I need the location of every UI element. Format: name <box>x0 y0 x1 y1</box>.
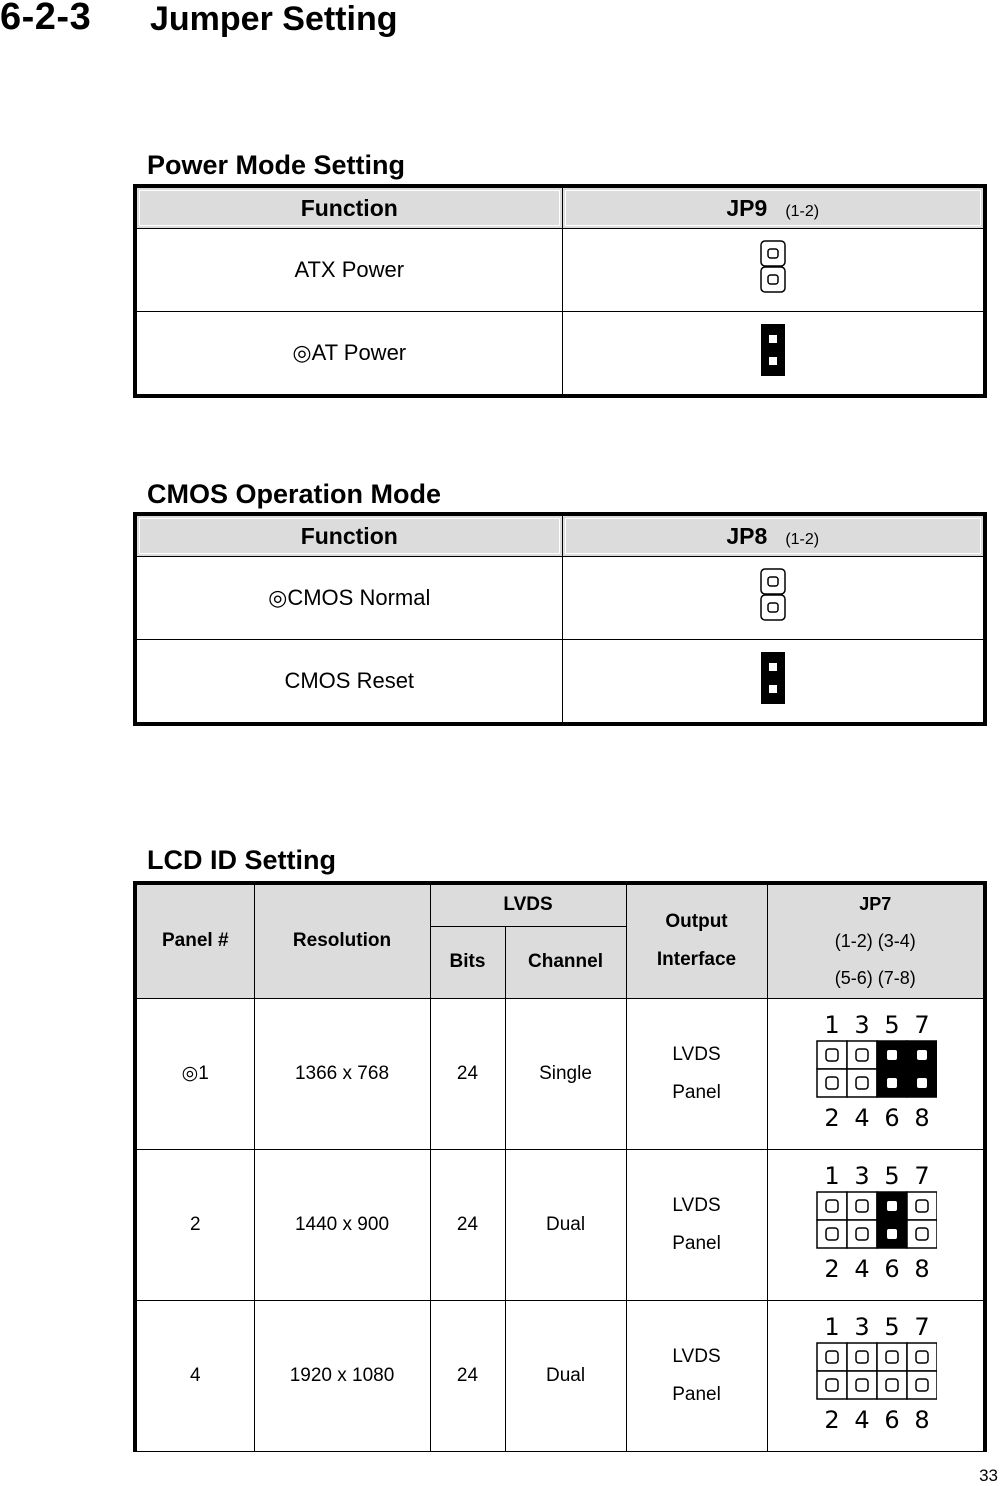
jumper-pin <box>768 275 778 284</box>
function-label: ATX Power <box>135 229 562 312</box>
pin-number-label: 2 <box>824 1254 840 1282</box>
jumper-pin <box>826 1351 838 1363</box>
jumper-name: JP8 <box>726 522 768 549</box>
jumper-diagram <box>767 1300 985 1451</box>
jumper-pin <box>887 1201 897 1211</box>
function-header: Function <box>135 186 562 229</box>
pin-number-label: 1 <box>824 1312 840 1341</box>
function-label: ◎CMOS Normal <box>135 557 562 640</box>
jumper-pin <box>887 1078 897 1088</box>
jumper-pin <box>768 603 778 612</box>
output-cell: LVDS Panel <box>626 998 767 1149</box>
jumper-cap <box>761 324 785 376</box>
bits-header: Bits <box>430 926 505 998</box>
pin-number-label: 5 <box>884 1161 900 1190</box>
table-row <box>135 1300 985 1451</box>
pin-number-label: 3 <box>854 1312 870 1341</box>
pin-number-label: 5 <box>884 1010 900 1039</box>
resolution-cell: 1366 x 768 <box>254 998 430 1149</box>
jumper-pin <box>916 1351 928 1363</box>
output-interface-header: Output Interface <box>626 883 767 998</box>
jumper-pin <box>826 1228 838 1240</box>
pin-number-label: 7 <box>914 1312 930 1341</box>
section-number: 6-2-3 <box>0 0 92 38</box>
jumper-pin <box>856 1077 868 1089</box>
jumper-2pin-icon <box>759 239 787 301</box>
pin-number-label: 3 <box>854 1010 870 1039</box>
jumper-pin <box>856 1049 868 1061</box>
pin-number-label: 6 <box>884 1405 900 1433</box>
table-row <box>135 557 985 640</box>
bits-cell: 24 <box>430 1149 505 1300</box>
jumper-2pin-icon <box>759 567 787 629</box>
jumper-pin <box>826 1077 838 1089</box>
pin-number-label: 4 <box>854 1103 870 1131</box>
jumper-pins: (1-2) <box>785 202 820 220</box>
cmos-mode-table <box>133 512 987 726</box>
jumper-pin <box>917 1050 927 1060</box>
jumper-header <box>562 186 985 229</box>
channel-header: Channel <box>505 926 626 998</box>
channel-cell: Dual <box>505 1300 626 1451</box>
resolution-cell: 1440 x 900 <box>254 1149 430 1300</box>
jumper-cap <box>761 652 785 704</box>
jumper-diagram <box>767 998 985 1149</box>
jumper-diagram <box>562 312 985 397</box>
pin-number-label: 1 <box>824 1161 840 1190</box>
function-label: ◎AT Power <box>135 312 562 397</box>
jumper-pin <box>886 1351 898 1363</box>
jumper-diagram <box>562 229 985 312</box>
table-header-row <box>135 514 985 557</box>
jumper-2pin-icon <box>759 322 787 384</box>
jumper-pin <box>887 1229 897 1239</box>
jumper-header <box>562 514 985 557</box>
pin-number-label: 8 <box>914 1254 930 1282</box>
pin-number-label: 2 <box>824 1405 840 1433</box>
jumper-pin <box>917 1078 927 1088</box>
jumper-pins: (1-2) <box>785 530 820 548</box>
power-mode-table <box>133 184 987 398</box>
cmos-mode-title: CMOS Operation Mode <box>147 479 442 509</box>
power-mode-title: Power Mode Setting <box>147 150 406 180</box>
pin-number-label: 4 <box>854 1405 870 1433</box>
jumper-diagram <box>767 1149 985 1300</box>
jumper-pin <box>769 335 777 343</box>
jumper-name: JP9 <box>726 194 768 221</box>
jumper-diagram <box>562 640 985 725</box>
jumper-diagram <box>562 557 985 640</box>
pin-number-label: 3 <box>854 1161 870 1190</box>
pin-number-label: 5 <box>884 1312 900 1341</box>
channel-cell: Dual <box>505 1149 626 1300</box>
bits-cell: 24 <box>430 1300 505 1451</box>
table-row <box>135 229 985 312</box>
pin-number-label: 7 <box>914 1010 930 1039</box>
panel-cell: ◎1 <box>135 998 254 1149</box>
jumper-pin <box>826 1379 838 1391</box>
table-row <box>135 998 985 1149</box>
pin-number-label: 7 <box>914 1161 930 1190</box>
jumper-pin <box>886 1379 898 1391</box>
jumper-8pin-icon <box>813 1313 937 1433</box>
jumper-pin <box>916 1379 928 1391</box>
jumper-pin <box>856 1351 868 1363</box>
jumper-2pin-icon <box>759 650 787 712</box>
jumper-pin <box>826 1049 838 1061</box>
pin-number-label: 8 <box>914 1405 930 1433</box>
table-row <box>135 1149 985 1300</box>
pin-number-label: 2 <box>824 1103 840 1131</box>
jumper-pin <box>826 1200 838 1212</box>
jp7-header: JP7 (1-2) (3-4) (5-6) (7-8) <box>767 883 985 998</box>
jumper-8pin-icon <box>813 1162 937 1282</box>
jumper-8pin-icon <box>813 1011 937 1131</box>
panel-header: Panel # <box>135 883 254 998</box>
function-header: Function <box>135 514 562 557</box>
page-number: 33 <box>979 1466 998 1485</box>
pin-number-label: 6 <box>884 1103 900 1131</box>
jumper-pin <box>916 1200 928 1212</box>
output-cell: LVDS Panel <box>626 1300 767 1451</box>
jumper-pin <box>768 577 778 586</box>
lcd-id-table <box>133 881 987 1452</box>
resolution-header: Resolution <box>254 883 430 998</box>
jumper-pin <box>856 1228 868 1240</box>
jumper-pin <box>856 1200 868 1212</box>
pin-number-label: 8 <box>914 1103 930 1131</box>
lcd-id-title: LCD ID Setting <box>147 845 336 875</box>
panel-cell: 2 <box>135 1149 254 1300</box>
pin-number-label: 6 <box>884 1254 900 1282</box>
table-header-row <box>135 186 985 229</box>
bits-cell: 24 <box>430 998 505 1149</box>
table-row <box>135 640 985 725</box>
function-label: CMOS Reset <box>135 640 562 725</box>
jumper-pin <box>769 357 777 365</box>
jumper-pin <box>769 663 777 671</box>
resolution-cell: 1920 x 1080 <box>254 1300 430 1451</box>
jumper-pin <box>768 249 778 258</box>
channel-cell: Single <box>505 998 626 1149</box>
pin-number-label: 4 <box>854 1254 870 1282</box>
section-title: Jumper Setting <box>150 0 398 38</box>
panel-cell: 4 <box>135 1300 254 1451</box>
table-header-row <box>135 883 985 926</box>
output-cell: LVDS Panel <box>626 1149 767 1300</box>
lvds-header: LVDS <box>430 883 626 926</box>
jumper-pin <box>916 1228 928 1240</box>
jumper-pin <box>769 685 777 693</box>
jumper-pin <box>887 1050 897 1060</box>
pin-number-label: 1 <box>824 1010 840 1039</box>
table-row <box>135 312 985 397</box>
jumper-pin <box>856 1379 868 1391</box>
